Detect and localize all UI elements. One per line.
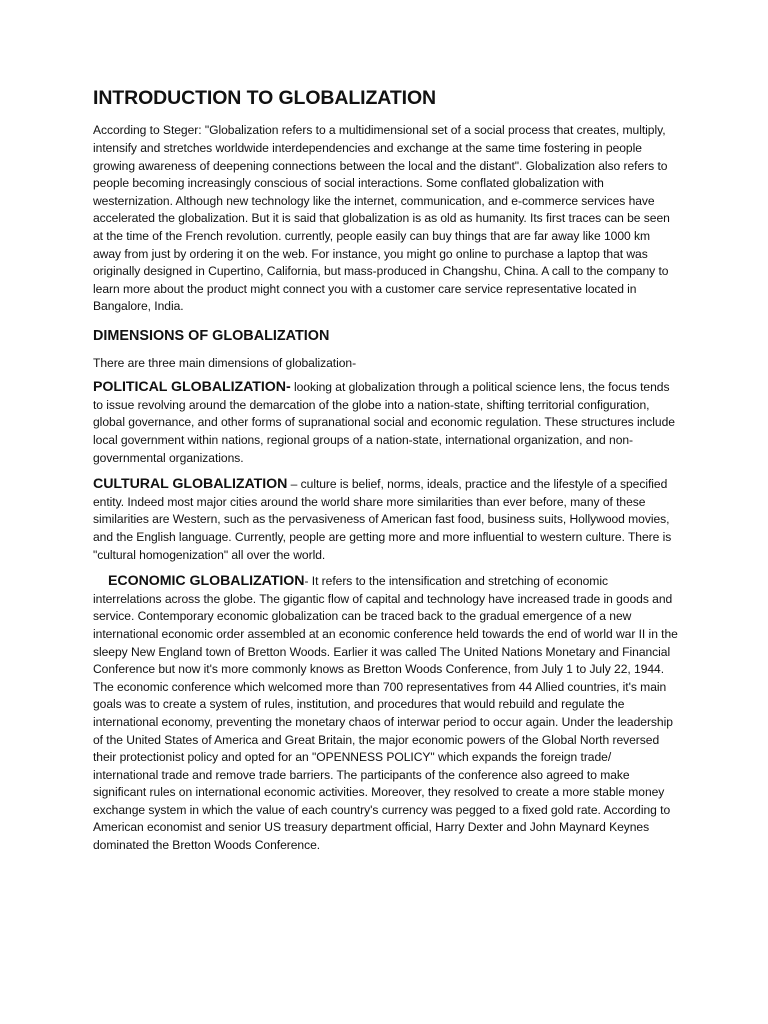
economic-heading: ECONOMIC GLOBALIZATION xyxy=(108,573,305,590)
dimensions-intro: There are three main dimensions of globalization- xyxy=(93,355,357,370)
political-heading: POLITICAL GLOBALIZATION- xyxy=(93,379,291,396)
cultural-heading: CULTURAL GLOBALIZATION xyxy=(93,476,288,493)
political-body: looking at globalization through a political science lens, the focus tends to issue revolving around the demarcation of the globe into a nation-state, shifting territorial configuration, global governance, and other forms of supranational social and economic regulation. These structures include local government within nations, regional groups of a nation-state, international organization, and non-governmental organizations. xyxy=(93,380,675,465)
intro-paragraph: According to Steger: "Globalization refers to a multidimensional set of a social process that creates, multiply, intensify and stretches worldwide interdependencies and exchange at the same time fostering in people growing awareness of deepening connections between the local and the distant". Globalization also refers to people becoming increasingly conscious of social interactions. Some conflated globalization with westernization. Although new technology like the internet, communication, and e-commerce services have accelerated the globalization. But it is said that globalization is as old as humanity. Its first traces can be seen at the time of the French revolution. currently, people easily can buy things that are far away like 1000 km away from just by ordering it on the web. For instance, you might go online to purchase a laptop that was originally designed in Cupertino, California, but mass-produced in Changshu, China. A call to the company to learn more about the product might connect you with a customer care service representative located in Bangalore, India. xyxy=(93,123,670,314)
document-title: INTRODUCTION TO GLOBALIZATION xyxy=(93,87,437,109)
document-page xyxy=(93,86,679,855)
economic-globalization-section xyxy=(93,573,679,855)
cultural-globalization-section xyxy=(93,476,679,564)
dimensions-heading: DIMENSIONS OF GLOBALIZATION xyxy=(93,327,330,344)
cultural-body: – culture is belief, norms, ideals, practice and the lifestyle of a specified entity. Indeed most major cities around the world share more similarities than ever before, many of these similarities are Western, such as the pervasiveness of American fast food, business suits, Hollywood movies, and the English language. Currently, people are getting more and more influential to western culture. There is "cultural homogenization" all over the world. xyxy=(93,477,672,562)
economic-body: - It refers to the intensification and stretching of economic interrelations across the globe. The gigantic flow of capital and technology have increased trade in goods and service. Contemporary economic globalization can be traced back to the gradual emergence of a new international economic order assembled at an economic conference held towards the end of world war II in the sleepy New England town of Bretton Woods. Earlier it was called The United Nations Monetary and Financial Conference but now it's more commonly knows as Bretton Woods Conference, from July 1 to July 22, 1944. The economic conference which welcomed more than 700 representatives from 44 Allied countries, it's main goals was to create a system of rules, institution, and procedures that would rebuild and regulate the international economy, preventing the monetary chaos of interwar period to occur again. Under the leadership of the United States of America and Great Britain, the major economic powers of the Global North reversed their protectionist policy and opted for an "OPENNESS POLICY" which expands the foreign trade/ international trade and remove trade barriers. The participants of the conference also agreed to make significant rules on international economic activities. Moreover, they resolved to create a more stable money exchange system in which the value of each country's currency was pegged to a fixed gold rate. According to American economist and senior US treasury department official, Harry Dexter and John Maynard Keynes dominated the Bretton Woods Conference. xyxy=(93,574,678,853)
political-globalization-section xyxy=(93,379,679,467)
